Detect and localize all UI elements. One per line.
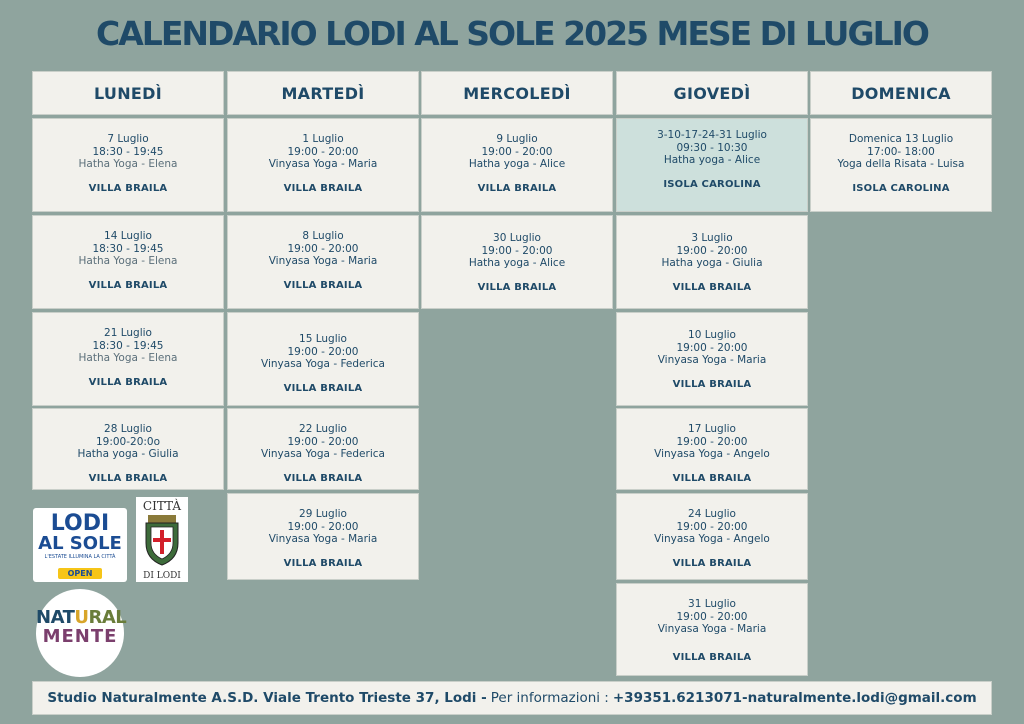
event-place: VILLA BRAILA — [88, 182, 168, 194]
event-date: 31 Luglio — [688, 598, 736, 610]
event-place: VILLA BRAILA — [283, 472, 363, 484]
event-time: 19:00 - 20:00 — [287, 520, 359, 533]
event-activity: Vinyasa Yoga - Federica — [261, 358, 385, 370]
event-time: 19:00 - 20:00 — [676, 341, 748, 354]
event-time: 19:00 - 20:00 — [287, 242, 359, 255]
lodi-al-sole-logo — [33, 508, 127, 582]
naturalmente-logo-line2: MENTE — [42, 626, 118, 647]
event-place: VILLA BRAILA — [672, 378, 752, 390]
event-activity: Vinyasa Yoga - Angelo — [654, 533, 770, 545]
lodi-logo-line2: AL SOLE — [38, 533, 122, 554]
event-place: VILLA BRAILA — [672, 557, 752, 569]
event-date: 29 Luglio — [299, 508, 347, 520]
footer-contact-bar — [32, 681, 992, 715]
header-martedi: MARTEDÌ — [227, 71, 419, 115]
event-place: VILLA BRAILA — [283, 279, 363, 291]
event-time: 19:00 - 20:00 — [676, 244, 748, 257]
event-cell-martedi-4 — [227, 408, 419, 490]
event-date: Domenica 13 Luglio — [848, 133, 954, 145]
event-place: VILLA BRAILA — [283, 382, 363, 394]
lodi-logo-line1: LODI — [50, 511, 110, 536]
event-activity: Vinyasa Yoga - Maria — [268, 533, 378, 545]
event-date: 30 Luglio — [493, 232, 541, 244]
event-activity: Hatha yoga - Giulia — [661, 257, 763, 269]
event-cell-giovedi-4 — [616, 408, 808, 490]
event-activity: Vinyasa Yoga - Maria — [268, 158, 378, 170]
event-cell-lunedi-2 — [32, 215, 224, 309]
event-date: 24 Luglio — [688, 508, 736, 520]
event-date: 3 Luglio — [691, 232, 733, 244]
event-cell-giovedi-5 — [616, 493, 808, 580]
event-place: VILLA BRAILA — [477, 281, 557, 293]
event-place: VILLA BRAILA — [88, 376, 168, 388]
event-cell-lunedi-1 — [32, 118, 224, 212]
event-date: 10 Luglio — [688, 329, 736, 341]
event-date: 22 Luglio — [299, 423, 347, 435]
event-activity: Hatha Yoga - Elena — [78, 352, 178, 364]
event-time: 09:30 - 10:30 — [676, 141, 748, 154]
event-place: VILLA BRAILA — [672, 281, 752, 293]
event-time: 18:30 - 19:45 — [92, 242, 164, 255]
event-place: ISOLA CAROLINA — [663, 178, 761, 190]
event-activity: Vinyasa Yoga - Maria — [657, 623, 767, 635]
footer-info-label: Per informazioni : — [490, 690, 609, 706]
event-place: VILLA BRAILA — [672, 651, 752, 663]
event-place: VILLA BRAILA — [283, 557, 363, 569]
event-activity: Hatha Yoga - Elena — [78, 158, 178, 170]
event-activity: Vinyasa Yoga - Federica — [261, 448, 385, 460]
citta-di-lodi-logo — [136, 497, 188, 582]
event-date: 7 Luglio — [107, 133, 149, 145]
event-cell-mercoledi-2 — [421, 215, 613, 309]
event-date: 17 Luglio — [688, 423, 736, 435]
event-cell-lunedi-3 — [32, 312, 224, 406]
event-time: 18:30 - 19:45 — [92, 145, 164, 158]
event-activity: Hatha yoga - Alice — [663, 154, 761, 166]
event-time: 19:00 - 20:00 — [676, 435, 748, 448]
footer-contact: +39351.6213071-naturalmente.lodi@gmail.com — [612, 690, 977, 706]
event-cell-lunedi-4 — [32, 408, 224, 490]
citta-logo-top: CITTÀ — [142, 499, 182, 513]
event-cell-martedi-1 — [227, 118, 419, 212]
event-activity: Hatha yoga - Alice — [468, 257, 566, 269]
event-activity: Vinyasa Yoga - Maria — [657, 354, 767, 366]
event-place: VILLA BRAILA — [477, 182, 557, 194]
event-cell-mercoledi-1 — [421, 118, 613, 212]
coat-of-arms-icon — [142, 513, 182, 567]
naturalmente-logo-line1: NATURAL — [36, 607, 127, 628]
event-cell-martedi-5 — [227, 493, 419, 580]
event-activity: Hatha Yoga - Elena — [78, 255, 178, 267]
event-place: VILLA BRAILA — [88, 472, 168, 484]
event-activity: Vinyasa Yoga - Angelo — [654, 448, 770, 460]
event-place: VILLA BRAILA — [283, 182, 363, 194]
event-date: 15 Luglio — [299, 333, 347, 345]
header-mercoledi: MERCOLEDÌ — [421, 71, 613, 115]
event-time: 19:00 - 20:00 — [676, 520, 748, 533]
page-title: CALENDARIO LODI AL SOLE 2025 MESE DI LUGLIO — [96, 14, 928, 53]
event-time: 19:00 - 20:00 — [481, 145, 553, 158]
lodi-logo-badge: OPEN — [58, 568, 103, 579]
event-time: 19:00-20:0o — [95, 435, 161, 448]
event-date: 1 Luglio — [302, 133, 344, 145]
event-date: 28 Luglio — [104, 423, 152, 435]
event-cell-giovedi-2 — [616, 215, 808, 309]
header-lunedi: LUNEDÌ — [32, 71, 224, 115]
event-place: ISOLA CAROLINA — [852, 182, 950, 194]
event-date: 14 Luglio — [104, 230, 152, 242]
naturalmente-logo — [36, 589, 127, 677]
event-date: 8 Luglio — [302, 230, 344, 242]
event-cell-giovedi-3 — [616, 312, 808, 406]
event-date: 9 Luglio — [496, 133, 538, 145]
event-cell-giovedi-1 — [616, 118, 808, 212]
event-activity: Hatha yoga - Alice — [468, 158, 566, 170]
event-date: 3-10-17-24-31 Luglio — [657, 129, 767, 141]
event-date: 21 Luglio — [104, 327, 152, 339]
event-cell-giovedi-6 — [616, 583, 808, 676]
event-place: VILLA BRAILA — [672, 472, 752, 484]
event-cell-martedi-3 — [227, 312, 419, 406]
header-giovedi: GIOVEDÌ — [616, 71, 808, 115]
event-cell-domenica-1 — [810, 118, 992, 212]
event-time: 19:00 - 20:00 — [287, 435, 359, 448]
event-time: 17:00- 18:00 — [867, 145, 935, 158]
event-activity: Hatha yoga - Giulia — [77, 448, 179, 460]
lodi-logo-tagline: L'ESTATE ILLUMINA LA CITTÀ — [44, 554, 116, 560]
citta-logo-bottom: DI LODI — [143, 571, 181, 581]
event-time: 19:00 - 20:00 — [481, 244, 553, 257]
event-cell-martedi-2 — [227, 215, 419, 309]
event-time: 19:00 - 20:00 — [676, 610, 748, 623]
event-time: 18:30 - 19:45 — [92, 339, 164, 352]
event-time: 19:00 - 20:00 — [287, 345, 359, 358]
event-place: VILLA BRAILA — [88, 279, 168, 291]
event-activity: Yoga della Risata - Luisa — [837, 158, 965, 170]
event-activity: Vinyasa Yoga - Maria — [268, 255, 378, 267]
footer-studio: Studio Naturalmente A.S.D. Viale Trento Trieste 37, Lodi - — [47, 690, 487, 706]
header-domenica: DOMENICA — [810, 71, 992, 115]
event-time: 19:00 - 20:00 — [287, 145, 359, 158]
